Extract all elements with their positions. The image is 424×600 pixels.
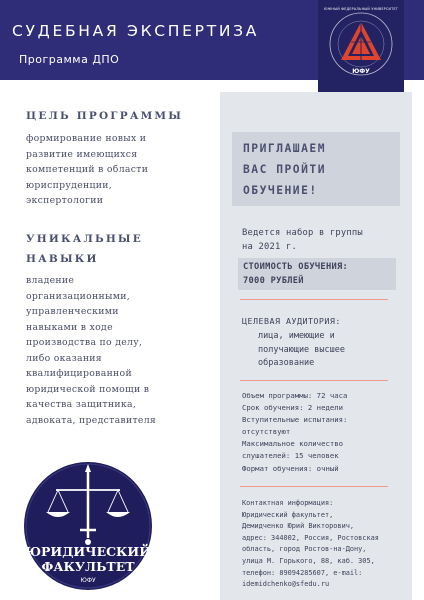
contact-info [242, 498, 414, 591]
recruitment-text [242, 226, 407, 254]
invite-text [243, 138, 403, 201]
goal-heading: ЦЕЛЬ ПРОГРАММЫ [26, 110, 184, 122]
skills-heading [26, 229, 206, 269]
audience-line: получающие высшее [258, 344, 345, 355]
contact-line: улица М. Горького, 88, каб. 305, [242, 556, 375, 565]
invite-line: ОБУЧЕНИЕ! [243, 184, 318, 197]
skills-line: либо оказания [26, 352, 102, 364]
contact-line: телефон: 89094285607, e-mail: [242, 568, 363, 577]
goal-line: компетенций в области [26, 164, 149, 175]
skills-line: квалифицированной [26, 368, 132, 379]
audience-line: образование [258, 358, 315, 368]
contact-line: Демидченко Юрий Викторович, [242, 522, 355, 531]
details-line: слушателей: 15 человек [242, 451, 339, 461]
cost-line: СТОИМОСТЬ ОБУЧЕНИЯ: [243, 262, 349, 272]
skills-line: владение [26, 275, 75, 286]
contact-line: область, город Ростов-на-Дону, [242, 545, 367, 554]
skills-line: адвоката, представителя [26, 414, 157, 426]
divider [240, 486, 388, 487]
skills-line: качества защитника, [26, 399, 137, 410]
skills-heading-line: НАВЫКИ [26, 253, 99, 265]
skills-line: управленческими [26, 306, 119, 317]
contact-email[interactable]: idemidchenko@sfedu.ru [242, 580, 330, 589]
details-line: Формат обучения: очный [242, 463, 339, 473]
skills-heading-line: УНИКАЛЬНЫЕ [26, 233, 143, 245]
cost-text [243, 260, 398, 288]
scales-of-justice-sword-icon [22, 460, 154, 592]
divider [240, 299, 388, 300]
recruitment-line: на 2021 г. [242, 242, 297, 252]
contact-line: Контактная информация: [242, 499, 334, 507]
cost-line: 7000 РУБЛЕЙ [243, 276, 304, 286]
contact-line: Юридический факультет, [242, 510, 334, 519]
goal-text [26, 131, 216, 209]
skills-line: организационными, [26, 290, 131, 302]
page-title: СУДЕБНАЯ ЭКСПЕРТИЗА [12, 22, 260, 40]
audience-label: ЦЕЛЕВАЯ АУДИТОРИЯ: [242, 316, 341, 326]
details-line: Максимальное количество [242, 439, 344, 449]
faculty-logo-line1: ЮРИДИЧЕСКИЙ [24, 544, 152, 559]
details-line: отсутствуют [242, 427, 291, 437]
invite-box [232, 132, 400, 206]
audience-line: лица, имеющие и [258, 331, 335, 341]
page-subtitle: Программа ДПО [19, 53, 120, 66]
emblem-university-name: ЮЖНЫЙ ФЕДЕРАЛЬНЫЙ УНИВЕРСИТЕТ [323, 7, 399, 11]
details-line: Вступительные испытания: [242, 415, 348, 425]
skills-text [26, 273, 216, 428]
invite-line: ПРИГЛАШАЕМ [243, 142, 327, 155]
divider [240, 380, 388, 381]
cost-box [238, 258, 396, 290]
details-line: Объем программы: 72 часа [242, 391, 348, 400]
skills-line: навыками в ходе [26, 321, 113, 333]
faculty-logo [22, 460, 154, 592]
goal-line: развитие имеющихся [26, 148, 138, 160]
invite-line: ВАС ПРОЙТИ [243, 163, 327, 176]
goal-line: экспертологии [26, 195, 104, 206]
audience-text [258, 330, 408, 371]
contact-line: адрес: 344002, Россия, Ростовская [242, 533, 379, 542]
emblem-abbreviation: ЮФУ [352, 68, 370, 75]
skills-line: производства по делу, [26, 337, 143, 348]
faculty-logo-line2: ФАКУЛЬТЕТ [41, 559, 135, 574]
goal-line: юриспруденции, [26, 179, 113, 191]
faculty-logo-line3: ЮФУ [80, 577, 96, 584]
recruitment-line: Ведется набор в группы [242, 228, 363, 238]
details-line: Срок обучения: 2 недели [242, 403, 344, 413]
program-details [242, 390, 412, 475]
skills-line: юридической помощи в [26, 383, 150, 395]
goal-line: формирование новых и [26, 133, 147, 144]
